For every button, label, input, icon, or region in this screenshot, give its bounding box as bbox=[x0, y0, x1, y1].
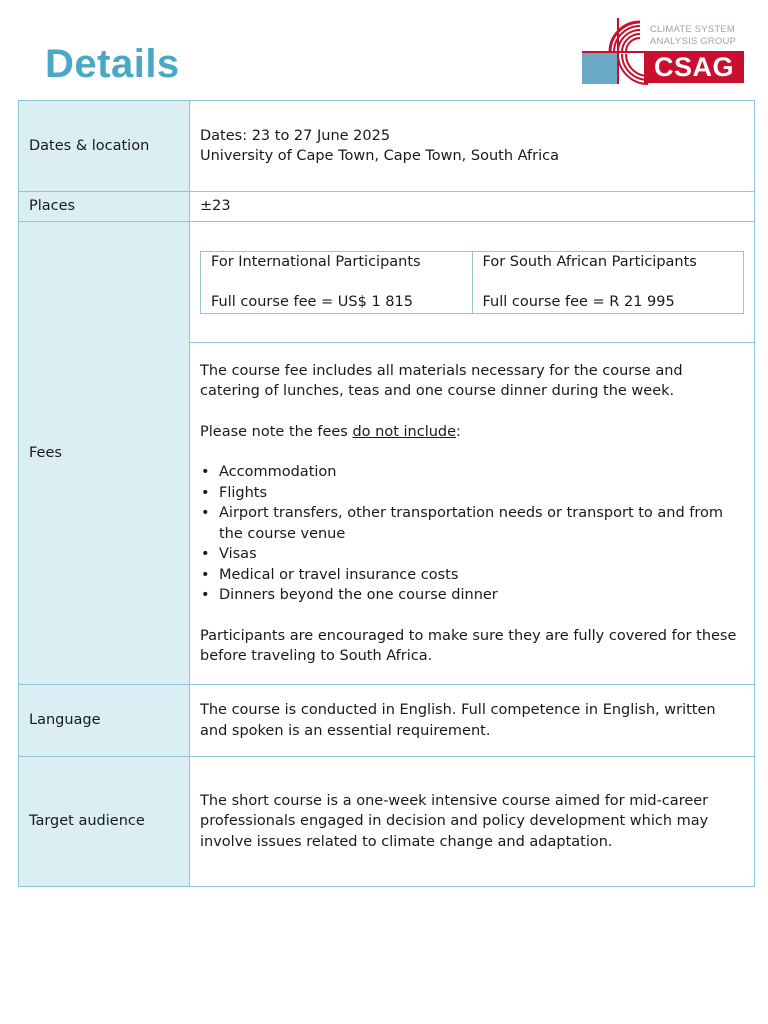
row-dates-location bbox=[19, 101, 755, 192]
list-item: • Flights bbox=[200, 483, 744, 504]
row-places bbox=[19, 192, 755, 222]
fees-split-table bbox=[200, 251, 744, 314]
fees-includes-text: The course fee includes all materials necessary for the course and catering of lunches, teas and one course dinner during the week. bbox=[200, 362, 683, 399]
location-text: University of Cape Town, Cape Town, South Africa bbox=[200, 148, 559, 164]
fee-south-african-amount: Full course fee = R 21 995 bbox=[482, 294, 675, 310]
fees-closing-text: Participants are encouraged to make sure they are fully covered for these before traveling to South Africa. bbox=[200, 627, 737, 664]
value-dates-location bbox=[190, 101, 755, 192]
fee-south-african bbox=[472, 251, 744, 313]
row-language bbox=[19, 685, 755, 757]
fees-note-emphasis: do not include bbox=[352, 423, 457, 440]
value-target-audience: The short course is a one-week intensive course aimed for mid-career professionals engaged in decision and policy development which may involve issues related to climate change and adaptation. bbox=[190, 757, 755, 887]
row-target-audience bbox=[19, 757, 755, 887]
list-item: • Visas bbox=[200, 544, 744, 565]
fees-split-cell bbox=[190, 222, 755, 343]
label-dates-location: Dates & location bbox=[19, 101, 190, 192]
label-language: Language bbox=[19, 685, 190, 757]
value-places: ±23 bbox=[190, 192, 755, 222]
csag-logo bbox=[580, 14, 748, 86]
fees-note bbox=[200, 422, 744, 443]
fee-international bbox=[201, 251, 473, 313]
logo-text-line2: ANALYSIS GROUP bbox=[650, 36, 737, 47]
label-target-audience: Target audience bbox=[19, 757, 190, 887]
fees-details bbox=[190, 343, 755, 685]
fee-international-heading: For International Participants bbox=[211, 253, 421, 270]
logo-text-line1: CLIMATE SYSTEM bbox=[650, 24, 735, 35]
list-item: • Airport transfers, other transportation needs or transport to and from the course venue bbox=[200, 503, 744, 544]
page-title: Details bbox=[45, 42, 180, 86]
details-table bbox=[18, 100, 755, 887]
dates-text: Dates: 23 to 27 June 2025 bbox=[200, 127, 391, 144]
value-language: The course is conducted in English. Full competence in English, written and spoken is an essential requirement. bbox=[190, 685, 755, 757]
label-fees: Fees bbox=[19, 222, 190, 685]
fee-south-african-heading: For South African Participants bbox=[482, 253, 697, 270]
logo-wordmark: CSAG bbox=[644, 51, 744, 83]
list-item: • Medical or travel insurance costs bbox=[200, 565, 744, 586]
list-item: • Dinners beyond the one course dinner bbox=[200, 585, 744, 606]
fee-international-amount: Full course fee = US$ 1 815 bbox=[211, 294, 413, 310]
exclusions-list bbox=[200, 462, 744, 606]
fees-note-suffix: : bbox=[456, 423, 461, 440]
label-places: Places bbox=[19, 192, 190, 222]
fees-note-prefix: Please note the fees bbox=[200, 423, 353, 440]
list-item: • Accommodation bbox=[200, 462, 744, 483]
row-fees-split bbox=[19, 222, 755, 343]
